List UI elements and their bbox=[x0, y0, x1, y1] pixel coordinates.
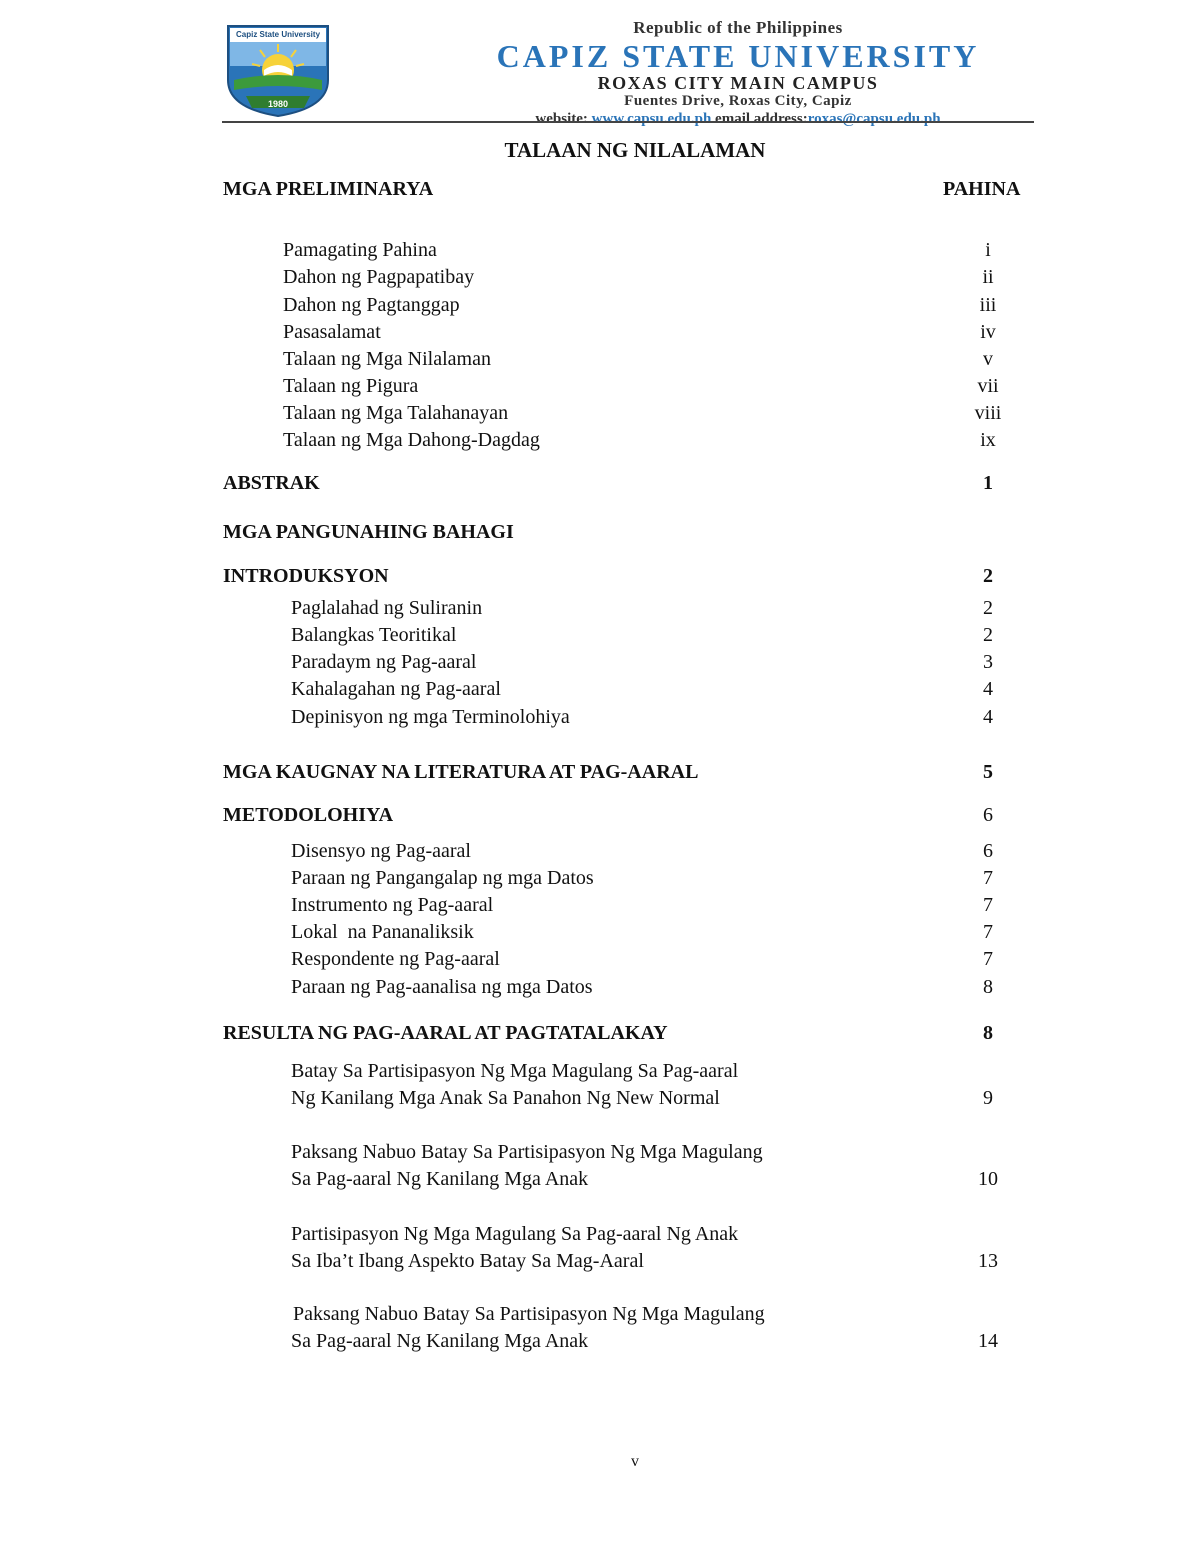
toc-entry-page: i bbox=[985, 239, 991, 261]
toc-entry-page: 10 bbox=[978, 1168, 998, 1190]
toc-entry-page: 2 bbox=[983, 624, 993, 646]
toc-entry-page: 7 bbox=[983, 948, 993, 970]
toc-entry-label: Talaan ng Mga Dahong-Dagdag bbox=[283, 429, 540, 451]
website-label: website: bbox=[535, 111, 588, 127]
campus-address: Fuentes Drive, Roxas City, Capiz bbox=[624, 93, 852, 109]
toc-entry-page: ix bbox=[980, 429, 996, 451]
toc-entry-label: Paraan ng Pag-aanalisa ng mga Datos bbox=[291, 976, 593, 998]
toc-entry-label: Kahalagahan ng Pag-aaral bbox=[291, 678, 501, 700]
toc-section-page: 2 bbox=[983, 565, 993, 587]
toc-entry-label: Talaan ng Mga Nilalaman bbox=[283, 348, 491, 370]
email-link[interactable]: roxas@capsu.edu.ph bbox=[807, 111, 941, 127]
toc-entry-page: 3 bbox=[983, 651, 993, 673]
toc-entry-page: 8 bbox=[983, 976, 993, 998]
toc-entry-page: v bbox=[983, 348, 993, 370]
toc-entry-page: 4 bbox=[983, 678, 993, 700]
toc-entry-label: Pamagating Pahina bbox=[283, 239, 437, 261]
logo-year: 1980 bbox=[267, 99, 289, 109]
toc-entry-page: 7 bbox=[983, 894, 993, 916]
toc-entry-label: Dahon ng Pagpapatibay bbox=[283, 266, 475, 288]
toc-entry[interactable] bbox=[0, 1302, 1200, 1354]
toc-entry-page: 14 bbox=[978, 1330, 998, 1352]
toc-section-label: MGA KAUGNAY NA LITERATURA AT PAG-AARAL bbox=[223, 761, 699, 783]
toc-title: TALAAN NG NILALAMAN bbox=[504, 138, 766, 162]
toc-section-label: INTRODUKSYON bbox=[223, 565, 389, 587]
toc-entry-label: Lokal na Pananaliksik bbox=[291, 921, 474, 943]
toc-entry-page: 9 bbox=[983, 1087, 993, 1109]
toc-entry-line1: Paksang Nabuo Batay Sa Partisipasyon Ng Mga Magulang bbox=[291, 1141, 763, 1163]
toc-entry-page: 6 bbox=[983, 840, 993, 862]
toc-entry-label: Talaan ng Pigura bbox=[283, 375, 419, 397]
toc-entry-label: Paglalahad ng Suliranin bbox=[291, 597, 483, 619]
toc-entry-line1: Partisipasyon Ng Mga Magulang Sa Pag-aaral Ng Anak bbox=[291, 1223, 739, 1245]
toc-entry-page: 2 bbox=[983, 597, 993, 619]
email-label: email address: bbox=[715, 111, 808, 127]
logo-text: Capiz State University bbox=[235, 30, 321, 39]
toc-section-page: 1 bbox=[983, 472, 993, 494]
toc-entry-page: 4 bbox=[983, 706, 993, 728]
toc-entry-page: 7 bbox=[983, 921, 993, 943]
toc-entry-page: ii bbox=[982, 266, 994, 288]
toc-entry-label: Respondente ng Pag-aaral bbox=[291, 948, 500, 970]
toc-entry-label: Dahon ng Pagtanggap bbox=[283, 294, 460, 316]
main-parts-heading: MGA PANGUNAHING BAHAGI bbox=[223, 521, 514, 543]
toc-section-page: 8 bbox=[983, 1022, 993, 1044]
toc-entry-page: viii bbox=[974, 402, 1002, 424]
toc-entry-page: 13 bbox=[978, 1250, 998, 1272]
university-name: CAPIZ STATE UNIVERSITY bbox=[496, 38, 980, 74]
header-divider bbox=[222, 121, 1034, 123]
toc-entry-line2: Sa Pag-aaral Ng Kanilang Mga Anak bbox=[291, 1330, 589, 1352]
toc-section-label: METODOLOHIYA bbox=[223, 804, 394, 826]
toc-entry-label: Talaan ng Mga Talahanayan bbox=[283, 402, 509, 424]
toc-entry-label: Instrumento ng Pag-aaral bbox=[291, 894, 494, 916]
toc-entry-label: Paradaym ng Pag-aaral bbox=[291, 651, 477, 673]
toc-entry-label: Paraan ng Pangangalap ng mga Datos bbox=[291, 867, 594, 889]
toc-entry-line1: Paksang Nabuo Batay Sa Partisipasyon Ng Mga Magulang bbox=[293, 1303, 765, 1325]
toc-entry-page: 7 bbox=[983, 867, 993, 889]
contact-line bbox=[442, 110, 1034, 128]
page-column-heading: PAHINA bbox=[943, 178, 1021, 200]
toc-entry-line2: Sa Pag-aaral Ng Kanilang Mga Anak bbox=[291, 1168, 589, 1190]
toc-entry-page: iii bbox=[979, 294, 997, 316]
university-logo bbox=[224, 20, 332, 118]
toc-entry-label: Balangkas Teoritikal bbox=[291, 624, 457, 646]
toc-entry-label: Pasasalamat bbox=[283, 321, 381, 343]
toc-entry[interactable] bbox=[0, 1059, 1200, 1111]
toc-section-page: 6 bbox=[983, 804, 993, 826]
toc-entry-line1: Batay Sa Partisipasyon Ng Mga Magulang Sa Pag-aaral bbox=[291, 1060, 739, 1082]
toc-section-label: ABSTRAK bbox=[223, 472, 320, 494]
republic-line: Republic of the Philippines bbox=[633, 18, 843, 37]
toc-entry[interactable] bbox=[0, 1140, 1200, 1192]
website-link[interactable]: www.capsu.edu.ph bbox=[591, 111, 712, 127]
toc-section-label: RESULTA NG PAG-AARAL AT PAGTATALAKAY bbox=[223, 1022, 668, 1044]
toc-section-page: 5 bbox=[983, 761, 993, 783]
toc-entry-page: iv bbox=[980, 321, 996, 343]
university-info bbox=[442, 18, 1034, 128]
campus-name: ROXAS CITY MAIN CAMPUS bbox=[597, 73, 879, 93]
page-number: v bbox=[631, 1453, 639, 1470]
toc-entry-line2: Ng Kanilang Mga Anak Sa Panahon Ng New Normal bbox=[291, 1087, 720, 1109]
toc-entry[interactable] bbox=[0, 1222, 1200, 1274]
toc-entry-label: Disensyo ng Pag-aaral bbox=[291, 840, 471, 862]
letterhead bbox=[222, 14, 1034, 127]
toc-entry-label: Depinisyon ng mga Terminolohiya bbox=[291, 706, 570, 728]
toc-entry-page: vii bbox=[977, 375, 999, 397]
preliminary-heading: MGA PRELIMINARYA bbox=[223, 178, 434, 200]
toc-entry-line2: Sa Iba’t Ibang Aspekto Batay Sa Mag-Aaral bbox=[291, 1250, 644, 1272]
